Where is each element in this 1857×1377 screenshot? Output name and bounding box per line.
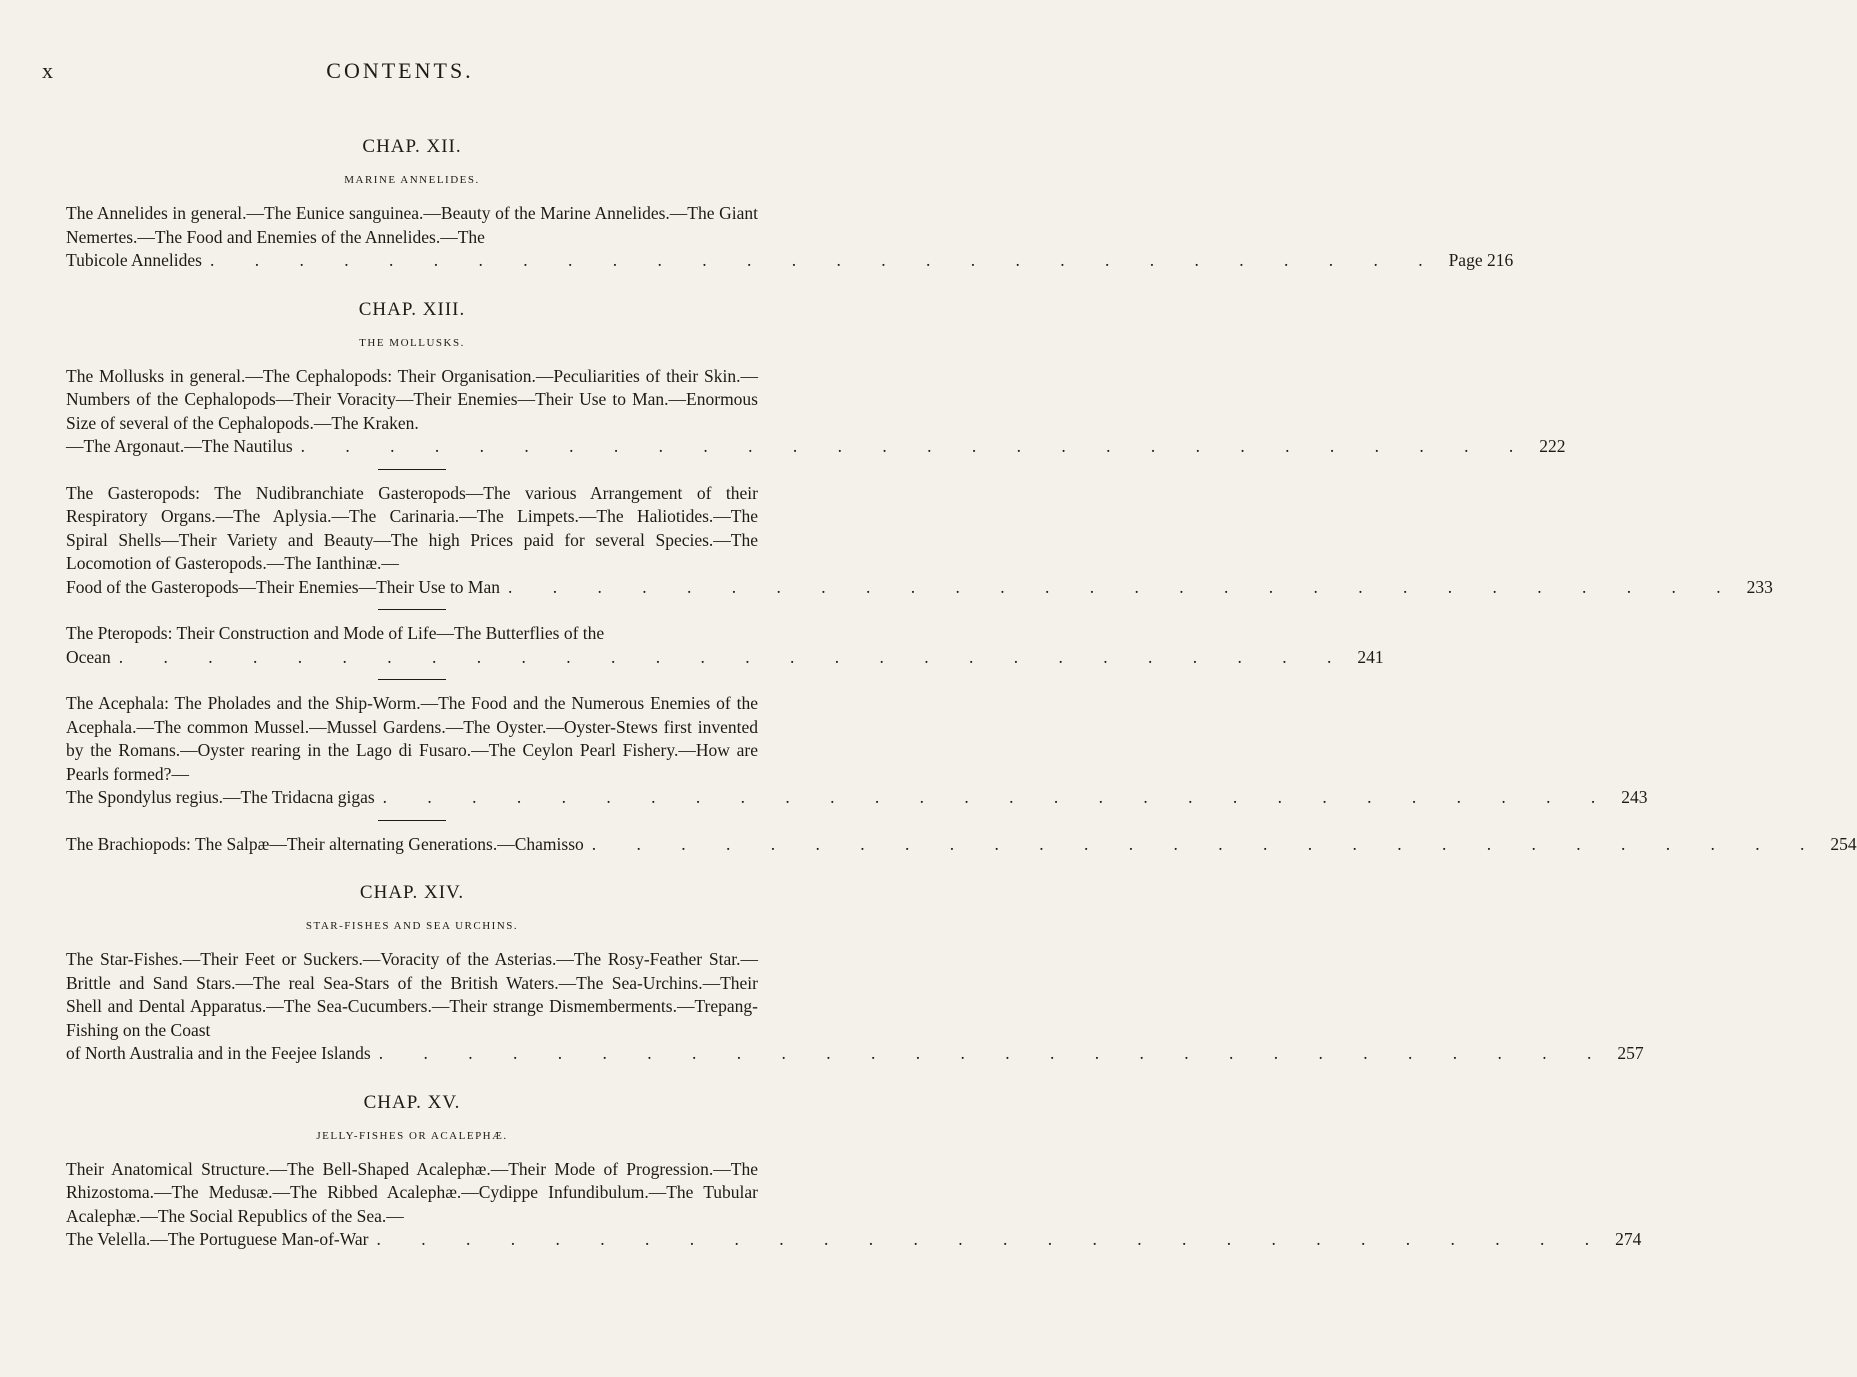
page-folio: x xyxy=(42,58,54,83)
entry-text: The Pteropods: Their Construction and Mode of Life—The Butterflies of the xyxy=(66,623,605,643)
contents-entry xyxy=(66,1158,1642,1252)
dot-leader: . . . . . . . . . . . . . . . . . . . . . . . . . . . . xyxy=(591,833,1823,854)
page-number: 233 xyxy=(1746,576,1773,597)
entry-last-line xyxy=(66,435,1566,459)
chapter-heading: CHAP. XII. xyxy=(362,136,462,157)
contents-entry xyxy=(66,692,1648,810)
chapter-subject: JELLY-FISHES OR ACALEPHÆ. xyxy=(316,1129,508,1142)
dot-leader: . . . . . . . . . . . . . . . . . . . . . . . . . . . . xyxy=(209,250,1441,270)
dot-leader: . . . . . . . . . . . . . . . . . . . . . . . . . . . . xyxy=(376,1229,1608,1249)
chapter-subject: STAR-FISHES AND SEA URCHINS. xyxy=(305,920,519,932)
section-rule xyxy=(378,820,446,821)
entry-last-line xyxy=(66,646,1384,670)
page-number: 243 xyxy=(1621,787,1648,807)
dot-leader: . . . . . . . . . . . . . . . . . . . . . . . . . . . . xyxy=(508,576,1739,597)
entry-last-text: of North Australia and in the Feejee Islands xyxy=(66,1043,371,1063)
entry-last-line xyxy=(66,576,1773,600)
chapter-subject: THE MOLLUSKS. xyxy=(359,336,465,349)
running-title: CONTENTS. xyxy=(326,58,474,83)
chapter-section xyxy=(66,298,1857,857)
contents-entry xyxy=(66,622,1384,669)
page-number: 222 xyxy=(1539,436,1566,456)
dot-leader: . . . . . . . . . . . . . . . . . . . . . . . . . . . . xyxy=(378,1043,1610,1063)
entry-last-line xyxy=(66,249,1514,273)
entry-last-text: Food of the Gasteropods—Their Enemies—Their Use to Man xyxy=(66,576,501,597)
entry-text: The Star-Fishes.—Their Feet or Suckers.—Voracity of the Asterias.—The Rosy-Feather Star.—Brittle and Sand Stars.—The real Sea-Stars of the British Waters.—The Sea-Urchins.—Their Shell and Dental Apparatus.—The Sea-Cucumbers.—Their strange Dismemberments.—Trepang-Fishing on the Coast xyxy=(66,949,758,1040)
section-rule xyxy=(378,679,446,680)
section-rule xyxy=(378,609,446,610)
entry-last-text: Tubicole Annelides xyxy=(66,250,202,270)
entry-text: The Gasteropods: The Nudibranchiate Gasteropods—The various Arrangement of their Respiratory Organs.—The Aplysia.—The Carinaria.—The Limpets.—The Haliotides.—The Spiral Shells—Their Variety and Beauty—The high Prices paid for several Species.—The Locomotion of Gasteropods.—The Ianthinæ.— xyxy=(66,482,758,573)
entry-text: Their Anatomical Structure.—The Bell-Shaped Acalephæ.—Their Mode of Progression.—The Rhizostoma.—The Medusæ.—The Ribbed Acalephæ.—Cydippe Infundibulum.—The Tubular Acalephæ.—The Social Republics of the Sea.— xyxy=(66,1158,758,1226)
chapter-section xyxy=(66,1091,1642,1252)
chapter-heading: CHAP. XV. xyxy=(363,1091,461,1113)
contents-entry xyxy=(66,833,1857,857)
page-number: Page 216 xyxy=(1448,250,1514,270)
entry-text: The Mollusks in general.—The Cephalopods: Their Organisation.—Peculiarities of their Skin.—Numbers of the Cephalopods—Their Voracity—Their Enemies—Their Use to Man.—Enormous Size of several of the Cephalopods.—The Kraken. xyxy=(66,365,758,433)
dot-leader: . . . . . . . . . . . . . . . . . . . . . . . . . . . . xyxy=(118,646,1350,667)
chapter-spacer xyxy=(66,273,758,299)
chapter-section xyxy=(66,882,1644,1066)
contents-entry xyxy=(66,948,1644,1066)
chapter-spacer xyxy=(66,1066,758,1092)
contents-entry xyxy=(66,482,1773,600)
page-number: 241 xyxy=(1357,646,1384,667)
entry-text: The Acephala: The Pholades and the Ship-Worm.—The Food and the Numerous Enemies of the Acephala.—The common Mussel.—Mussel Gardens.—The Oyster.—Oyster-Stews first invented by the Romans.—Oyster rearing in the Lago di Fusaro.—The Ceylon Pearl Fishery.—How are Pearls formed?— xyxy=(66,693,758,784)
page-header xyxy=(0,58,800,88)
chapter-section xyxy=(66,136,1514,273)
contents-entry xyxy=(66,202,1514,273)
entry-last-line xyxy=(66,1228,1642,1252)
entry-last-text: —The Argonaut.—The Nautilus xyxy=(66,436,293,456)
chapter-spacer xyxy=(66,856,758,882)
contents-entry xyxy=(66,365,1566,459)
dot-leader: . . . . . . . . . . . . . . . . . . . . . . . . . . . . xyxy=(300,436,1532,456)
entry-last-text: The Brachiopods: The Salpæ—Their alternating Generations.—Chamisso xyxy=(66,833,584,854)
contents-body xyxy=(66,136,1857,1252)
entry-last-line xyxy=(66,833,1857,857)
entry-last-line xyxy=(66,786,1648,810)
chapter-heading: CHAP. XIII. xyxy=(358,298,466,320)
section-rule xyxy=(378,469,446,470)
chapter-subject: MARINE ANNELIDES. xyxy=(344,174,480,186)
entry-last-text: Ocean xyxy=(66,646,111,667)
page-number: 274 xyxy=(1615,1229,1642,1249)
page-number: 257 xyxy=(1617,1043,1644,1063)
entry-last-line xyxy=(66,1042,1644,1066)
chapter-heading: CHAP. XIV. xyxy=(359,882,465,903)
entry-last-text: The Spondylus regius.—The Tridacna gigas xyxy=(66,787,375,807)
entry-last-text: The Velella.—The Portuguese Man-of-War xyxy=(66,1229,369,1249)
page-number: 254 xyxy=(1830,833,1857,854)
dot-leader: . . . . . . . . . . . . . . . . . . . . . . . . . . . . xyxy=(382,787,1614,807)
entry-text: The Annelides in general.—The Eunice sanguinea.—Beauty of the Marine Annelides.—The Giant Nemertes.—The Food and Enemies of the Annelides.—The xyxy=(66,203,758,247)
